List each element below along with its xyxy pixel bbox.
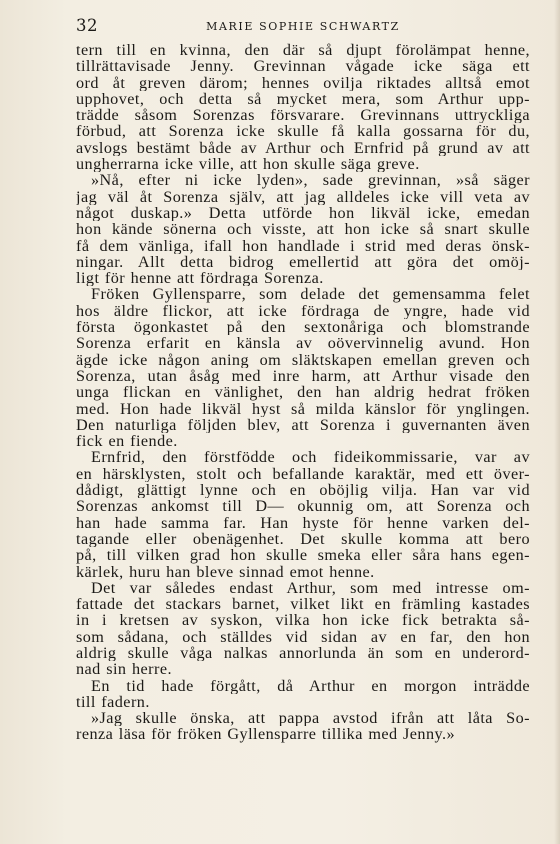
- text-line: aldrig skulle våga nalkas annorlunda än som en underord-: [76, 644, 530, 662]
- text-line: fick en fiende.: [76, 433, 178, 450]
- page-header: [76, 14, 530, 36]
- text-line: avslogs bestämt både av Arthur och Ernfrid på grund av att: [76, 139, 530, 157]
- text-line: nad sin herre.: [76, 661, 172, 678]
- page-number: 32: [76, 16, 98, 35]
- text-line: till fadern.: [76, 693, 150, 711]
- text-line: in i kretsen av syskon, vilka hon icke fick betrakta så-: [76, 612, 530, 629]
- text-line: renza läsa för fröken Gyllensparre tillika med Jenny.»: [76, 726, 456, 743]
- text-line: Ernfrid, den förstfödde och fideikommissarie, var av: [91, 449, 530, 466]
- text-line: han hade samma far. Han hyste för henne varken del-: [76, 514, 530, 531]
- text-line: »Jag skulle önska, att pappa avstod ifrån att låta So-: [91, 710, 530, 727]
- page-edge-shadow: [554, 0, 560, 844]
- text-line: förbud, att Sorenza icke skulle få kalla gossarna för du,: [76, 123, 530, 140]
- text-line: tern till en kvinna, den där så djupt förolämpat henne,: [76, 42, 530, 59]
- text-line: med. Hon hade likväl hyst så milda känslor för ynglingen.: [76, 400, 530, 417]
- text-line: upphovet, och detta så mycket mera, som Arthur upp-: [76, 90, 530, 108]
- text-line: unga flickan en vänlighet, den han aldrig hedrat fröken: [76, 384, 530, 401]
- text-line: fattade det stackars barnet, vilket likt en främling kastades: [76, 596, 530, 613]
- text-line: jag väl åt Sorenza själv, att jag alldeles icke vill veta av: [76, 188, 530, 205]
- text-line: på, till vilken grad hon skulle smeka eller såra hans egen-: [76, 547, 530, 564]
- text-line: en härsklysten, stolt och befallande karaktär, med ett över-: [76, 465, 530, 483]
- text-line: ligt för henne att fördraga Sorenza.: [76, 270, 324, 287]
- text-line: Sorenza, utan åsåg med inre harm, att Arthur visade den: [76, 367, 530, 385]
- text-line: Sorenzas ankomst till D— okunnig om, att Sorenza och: [76, 498, 530, 515]
- text-line: En tid hade förgått, då Arthur en morgon inträdde: [91, 677, 530, 694]
- text-line: ord åt greven därom; hennes ovilja riktades alltså emot: [76, 74, 530, 91]
- text-line: Den naturliga följden blev, att Sorenza i guvernanten även: [76, 416, 530, 434]
- text-line: något duskap.» Detta utförde hon likväl icke, emedan: [76, 204, 530, 222]
- text-line: första ögonkastet på den sextonåriga och blomstrande: [76, 319, 530, 336]
- text-line: få dem vänliga, ifall hon handlade i strid med deras önsk-: [76, 237, 530, 254]
- text-line: Sorenza erfarit en känsla av oövervinnelig avund. Hon: [76, 335, 530, 352]
- text-line: Det var således endast Arthur, som med intresse om-: [91, 579, 530, 597]
- body-text: [76, 42, 530, 743]
- text-line: hos äldre flickor, att icke fördraga de yngre, hade vid: [76, 302, 530, 320]
- text-line: ägde icke någon aning om släktskapen emellan greven och: [76, 351, 530, 368]
- text-line: kärlek, huru han bleve sinnad emot henne.: [76, 563, 375, 580]
- text-line: tagande eller obenägenhet. Det skulle komma att bero: [76, 530, 530, 548]
- text-line: hon kände sönerna och visste, att hon icke så snart skulle: [76, 221, 530, 238]
- text-line: »Nå, efter ni icke lyden», sade grevinnan, »så säger: [91, 172, 530, 189]
- text-line: ningar. Allt detta bidrog emellertid att göra det omöj-: [76, 253, 530, 271]
- text-line: Fröken Gyllensparre, som delade det gemensamma felet: [91, 286, 530, 303]
- text-line: trädde såsom Sorenzas försvarare. Grevinnans uttryckliga: [76, 107, 530, 124]
- text-line: tillrättavisade Jenny. Grevinnan vågade icke säga ett: [76, 58, 530, 75]
- running-head: MARIE SOPHIE SCHWARTZ: [206, 20, 400, 33]
- text-line: ungherrarna icke ville, att hon skulle säga greve.: [76, 156, 420, 173]
- text-line: dådigt, glättigt lynne och en oböjlig vilja. Han var vid: [76, 482, 530, 499]
- text-line: som sådana, och ställdes vid sidan av en far, den hon: [76, 628, 530, 645]
